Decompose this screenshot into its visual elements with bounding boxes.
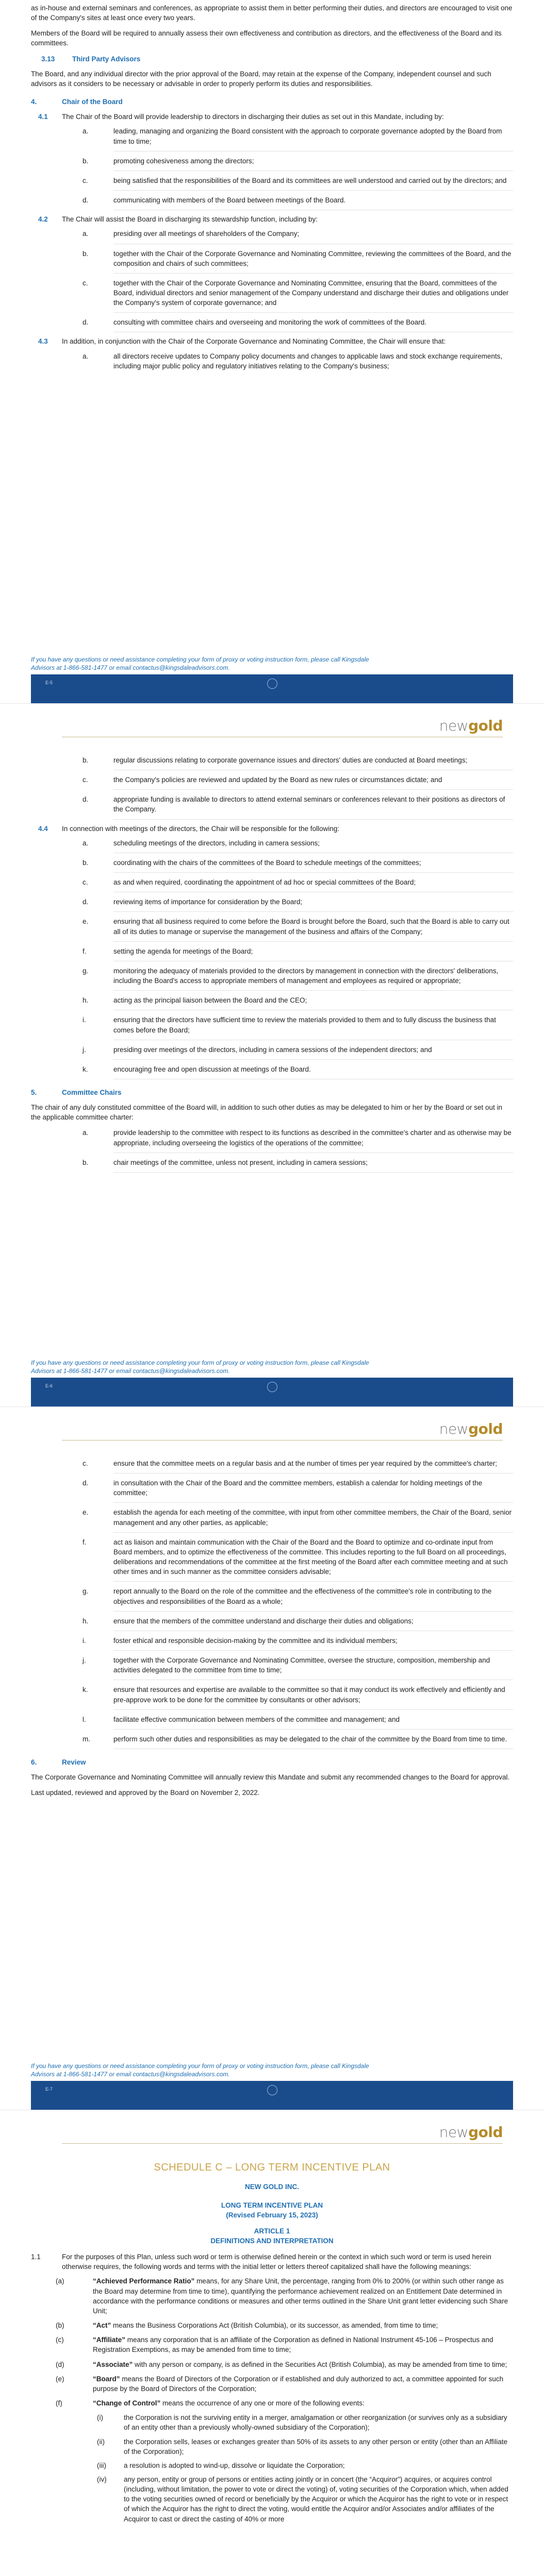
list-item-marker: k. (83, 1065, 88, 1073)
list-item-marker: (f) (56, 2399, 62, 2408)
section-title: Third Party Advisors (72, 55, 141, 63)
list-item-text: coordinating with the chairs of the committees of the Board to schedule meetings of the committees; (113, 858, 421, 867)
list-item-text: setting the agenda for meetings of the Board; (113, 947, 253, 955)
list-item-marker: a. (83, 1129, 89, 1137)
document-page-2 (0, 703, 544, 1406)
list-item-marker: (ii) (97, 2437, 105, 2446)
list-item-text: consulting with committee chairs and overseeing and monitoring the work of committees of the Board. (113, 318, 427, 327)
list-item-marker: c. (83, 878, 88, 887)
list-item-text: ensuring that the directors have sufficient time to review the materials provided to them and to fully discuss the business that comes before the Board; (113, 1016, 496, 1034)
list-item-text: monitoring the adequacy of materials provided to the directors by management in connection with the directors' deliberations, including the Board's access to appropriate members of management and employees as required or appropriate; (113, 967, 499, 985)
list-item-marker: (b) (56, 2321, 64, 2330)
list-item-marker: i. (83, 1636, 86, 1645)
list-item (31, 176, 513, 185)
article-subheading: DEFINITIONS AND INTERPRETATION (210, 2237, 334, 2245)
list-item-marker: (d) (56, 2360, 64, 2368)
list-item (31, 917, 513, 936)
list-item-text: provide leadership to the committee with respect to its functions as described in the committee's charter and as otherwise may be appropriate, including overseeing the logistics of the operations of the committee; (113, 1129, 512, 1147)
list-item-text: ensure that the members of the committee understand and discharge their duties and obligations; (113, 1617, 414, 1625)
list-item (31, 249, 513, 268)
item-divider (113, 1172, 513, 1173)
defined-term: “Achieved Performance Ratio” (93, 2277, 195, 2285)
item-divider (113, 312, 513, 313)
page-number: E-5 (45, 680, 53, 685)
list-item-marker: d. (83, 318, 89, 327)
list-item-text: leading, managing and organizing the Board consistent with the approach to corporate governance adopted by the Board from time to time; (113, 127, 502, 145)
clause-4-4 (31, 824, 513, 834)
definition-text: means the occurrence of any one or more of the following events: (160, 2399, 365, 2408)
list-item-text: establish the agenda for each meeting of the committee, with input from other committee members, the Chair of the Board, senior management and any other parties, as applicable; (113, 1509, 512, 1527)
list-item-marker: (e) (56, 2375, 64, 2383)
list-item-text: chair meetings of the committee, unless not present, including in camera sessions; (113, 1158, 368, 1166)
list-item-text: act as liaison and maintain communication with the Chair of the Board and the Board to optimize and co-ordinate input from Board members, and to optimize the effectiveness of the committee. This includes reporting to the full Board on all proceedings, deliberations and recommendations of the committee at the first meeting of the Board after each committee meeting and at such other times and in such manner as the committee considers advisable; (113, 1538, 508, 1576)
list-item-text: promoting cohesiveness among the directors; (113, 157, 254, 165)
list-item (31, 229, 513, 239)
list-item-text: together with the Chair of the Corporate Governance and Nominating Committee, reviewing the committees of the Board, and the composition and chairs of such committees; (113, 249, 512, 267)
list-item-marker: f. (83, 947, 87, 955)
item-divider (113, 789, 513, 790)
item-divider (113, 941, 513, 942)
list-item-marker: m. (83, 1735, 90, 1743)
list-item (31, 1655, 513, 1675)
list-item-marker: e. (83, 918, 89, 926)
list-item (31, 1685, 513, 1704)
list-item-marker: l. (83, 1715, 86, 1723)
clause-number: 4.1 (38, 113, 48, 121)
section-heading-5 (31, 1088, 513, 1097)
header-rule (62, 2143, 503, 2144)
document-page-1 (0, 0, 544, 703)
list-item (31, 2276, 513, 2316)
clause-4-3-list (31, 351, 513, 371)
paragraph: as in-house and external seminars and conferences, as appropriate to assist them in better performing their duties, and directors are encouraged to visit one of the Company's sites at least once every two years. (31, 4, 513, 22)
section-title: Chair of the Board (62, 98, 123, 106)
list-item-text: the Company's policies are reviewed and updated by the Board as new rules or circumstances dictate; and (113, 776, 442, 784)
defined-term: “Change of Control” (93, 2399, 161, 2408)
item-divider (113, 1581, 513, 1582)
page-footer (31, 2081, 513, 2110)
list-item (31, 2374, 513, 2394)
list-item-marker: b. (83, 756, 89, 764)
footer-circle-icon (267, 679, 277, 689)
list-item (31, 755, 513, 765)
page-header (0, 2121, 544, 2149)
defined-term: “Board” (93, 2375, 120, 2383)
section-number: 5. (31, 1088, 37, 1096)
list-item (31, 156, 513, 166)
paragraph: The Corporate Governance and Nominating Committee will annually review this Mandate and submit any recommended changes to the Board for approval. (31, 1773, 510, 1782)
list-item-text: a resolution is adopted to wind-up, dissolve or liquidate the Corporation; (124, 2461, 345, 2469)
item-divider (113, 819, 513, 820)
section-heading-6 (31, 1757, 513, 1767)
clause-text: The Chair of the Board will provide leadership to directors in discharging their duties as set out in this Mandate, including by: (62, 113, 444, 121)
section-heading-3-13 (31, 54, 513, 64)
list-item-text: scheduling meetings of the directors, including in camera sessions; (113, 839, 320, 847)
list-item (31, 126, 513, 146)
list-item (31, 1128, 513, 1147)
clause-4-2-list (31, 229, 513, 332)
page-4-content (31, 2157, 513, 2528)
list-item (31, 1636, 513, 1646)
paragraph: Last updated, reviewed and approved by the Board on November 2, 2022. (31, 1789, 260, 1797)
plan-title: LONG TERM INCENTIVE PLAN (221, 2201, 323, 2209)
list-item (31, 1478, 513, 1498)
list-item-marker: h. (83, 1617, 89, 1625)
list-item (31, 877, 513, 887)
list-item (31, 897, 513, 907)
list-item-marker: k. (83, 1686, 88, 1694)
new-gold-logo: newgold (434, 1419, 503, 1439)
list-item-text: appropriate funding is available to directors to attend external seminars or conferences relevant to their positions as directors of the Company. (113, 795, 505, 814)
item-divider (113, 1709, 513, 1710)
list-item (31, 1507, 513, 1527)
page-divider (0, 703, 544, 704)
plan-revision: (Revised February 15, 2023) (226, 2211, 318, 2219)
definition-text: means, for any Share Unit, the percentage, ranging from 0% to 200% (or within such other range as the Board may determine from time to time), quantifying the performance achievement realized on an Entitlement Date determined in accordance with the performance conditions or measures and other terms outlined in the Share Unit grant letter evidencing such Share Unit; (93, 2277, 508, 2315)
clause-4-1 (31, 112, 513, 122)
clause-number: 4.2 (38, 215, 48, 224)
article-heading: ARTICLE 1 (254, 2227, 290, 2235)
list-item-marker: c. (83, 279, 88, 287)
clause-text: In addition, in conjunction with the Chair of the Corporate Governance and Nominating Committee, the Chair will ensure that: (62, 337, 446, 346)
document-page-3 (0, 1406, 544, 2110)
list-item-marker: (iii) (97, 2461, 106, 2469)
page-divider (0, 1406, 544, 1407)
change-of-control-list (31, 2413, 513, 2524)
list-item-marker: a. (83, 127, 89, 135)
list-item-marker: c. (83, 776, 88, 784)
list-item-text: encouraging free and open discussion at meetings of the Board. (113, 1065, 311, 1073)
page-header (0, 1418, 544, 1446)
page-3-content (31, 1454, 513, 1803)
section-number: 4. (31, 98, 37, 106)
section-title: Committee Chairs (62, 1088, 122, 1096)
definition-text: means the Business Corporations Act (British Columbia), or its successor, as amended, from time to time; (111, 2321, 438, 2330)
footer-circle-icon (267, 1382, 277, 1392)
list-item-text (93, 2374, 513, 2394)
list-item-marker: f. (83, 1538, 87, 1546)
new-gold-logo: newgold (434, 716, 503, 736)
company-name: NEW GOLD INC. (245, 2183, 299, 2191)
clause-4-1-list (31, 126, 513, 210)
list-item (31, 1586, 513, 1606)
list-item-text: in consultation with the Chair of the Board and the committee members, establish a calendar for holding meetings of the committee; (113, 1479, 483, 1497)
list-item-marker: d. (83, 898, 89, 906)
list-item (31, 2437, 513, 2456)
list-item (31, 2413, 513, 2432)
item-divider (113, 990, 513, 991)
list-item (31, 317, 513, 327)
list-item-text: as and when required, coordinating the appointment of ad hoc or special committees of the Board; (113, 878, 416, 887)
section-title: Review (62, 1758, 86, 1766)
list-item-text (93, 2335, 513, 2354)
page-footer (31, 674, 513, 703)
list-item-text: perform such other duties and responsibilities as may be delegated to the chair of the committee by the Board from time to time. (113, 1735, 507, 1743)
list-item-text: being satisfied that the responsibilities of the Board and its committees are well understood and carried out by the directors; and (113, 176, 507, 184)
contact-note-line: Advisors at 1-866-581-1477 or email contactus@kingsdaleadvisors.com. (31, 1367, 230, 1375)
section-number: 3.13 (41, 55, 55, 63)
list-item-marker: b. (83, 157, 89, 165)
clause-text: For the purposes of this Plan, unless such word or term is otherwise defined herein or the context in which such word or term is used herein otherwise requires, the following words and terms with the initial letter or letters thereof capitalized shall have the following meanings: (62, 2253, 491, 2271)
list-item-text: acting as the principal liaison between the Board and the CEO; (113, 996, 307, 1005)
clause-number: 1.1 (31, 2253, 41, 2261)
list-item-marker: g. (83, 967, 89, 975)
definition-text: means any corporation that is an affiliate of the Corporation as defined in National Instrument 45-106 – Prospectus and Registration Exemptions, as may be amended from time to time; (93, 2336, 493, 2354)
list-item (31, 1064, 513, 1074)
list-item (31, 1158, 513, 1167)
item-divider (113, 1532, 513, 1533)
list-item-text: the Corporation sells, leases or exchanges greater than 50% of its assets to any other person or entity (other than an Affiliate of the Corporation); (124, 2437, 508, 2455)
section-5-list-cont (31, 1459, 513, 1749)
list-item (31, 1616, 513, 1626)
list-item-text: foster ethical and responsible decision-making by the committee and its individual members; (113, 1636, 398, 1645)
list-item (31, 858, 513, 868)
list-item (31, 2475, 513, 2524)
item-divider (113, 872, 513, 873)
list-item-text: ensure that resources and expertise are available to the committee so that it may conduct its work effectively and efficiently and pre-approve work to be done for the committee by consultants or other advisors; (113, 1686, 505, 1704)
list-item (31, 1459, 513, 1468)
contact-note-line: If you have any questions or need assistance completing your form of proxy or voting instruction form, please call Kingsdale (31, 1359, 369, 1366)
list-item (31, 2461, 513, 2470)
list-item-marker: d. (83, 795, 89, 804)
list-item (31, 351, 513, 371)
list-item (31, 946, 513, 956)
contact-note-line: Advisors at 1-866-581-1477 or email contactus@kingsdaleadvisors.com. (31, 2071, 230, 2078)
list-item-marker: b. (83, 249, 89, 258)
contact-note-line: If you have any questions or need assistance completing your form of proxy or voting instruction form, please call Kingsdale (31, 656, 369, 663)
list-item-marker: (c) (56, 2336, 64, 2344)
definition-text: with any person or company, is as defined in the Securities Act (British Columbia), as may be amended from time to time; (133, 2360, 507, 2368)
list-item-text: ensure that the committee meets on a regular basis and at the number of times per year required by the committee's charter; (113, 1460, 497, 1467)
item-divider (113, 1502, 513, 1503)
list-item-text: all directors receive updates to Company policy documents and changes to applicable laws and stock exchange requirements, including major public policy and regulatory initiatives relating to the Company's business; (113, 352, 503, 370)
contact-note (31, 2062, 513, 2078)
contact-note (31, 1359, 513, 1375)
clause-4-4-list (31, 838, 513, 1079)
contact-note-line: Advisors at 1-866-581-1477 or email contactus@kingsdaleadvisors.com. (31, 664, 230, 672)
document-page-4 (0, 2110, 544, 2576)
list-item-marker: a. (83, 352, 89, 360)
list-item (31, 2398, 513, 2408)
list-item-marker: a. (83, 839, 89, 847)
clause-text: The Chair will assist the Board in discharging its stewardship function, including by: (62, 215, 318, 224)
list-item (31, 794, 513, 814)
defined-term: “Associate” (93, 2360, 133, 2368)
list-item-text (93, 2360, 513, 2369)
schedule-title: SCHEDULE C – LONG TERM INCENTIVE PLAN (154, 2162, 390, 2173)
list-item-text: presiding over meetings of the directors, including in camera sessions of the independent directors; and (113, 1045, 432, 1054)
list-item-marker: b. (83, 858, 89, 867)
list-item-marker: b. (83, 1158, 89, 1166)
list-item-text: together with the Chair of the Corporate Governance and Nominating Committee, ensuring that the Board, committees of the Board, individual directors and senior management of the Company understand and discharge their duties and obligations under the Company's system of corporate governance; and (113, 279, 509, 307)
paragraph: Members of the Board will be required to annually assess their own effectiveness and contribution as directors, and the effectiveness of the Board and its committees. (31, 29, 502, 47)
list-item (31, 1537, 513, 1577)
list-item-marker: c. (83, 176, 88, 184)
list-item-text (93, 2398, 513, 2408)
list-item-text: ensuring that all business required to come before the Board is brought before the Board, such that the Board is able to carry out all of its duties to manage or supervise the management of the business and affairs of the Company; (113, 918, 509, 936)
clause-4-3-list-cont (31, 755, 513, 820)
page-number: E-6 (45, 1383, 53, 1388)
item-divider (113, 273, 513, 274)
list-item-text: presiding over all meetings of shareholders of the Company; (113, 230, 300, 238)
section-5-list (31, 1128, 513, 1172)
list-item (31, 775, 513, 785)
list-item-marker: d. (83, 196, 89, 205)
clause-1-1 (31, 2252, 513, 2272)
list-item-marker: d. (83, 1479, 89, 1487)
list-item-marker: c. (83, 1460, 88, 1467)
list-item-marker: (a) (56, 2277, 64, 2285)
list-item-text: regular discussions relating to corporate governance issues and directors' duties are conducted at Board meetings; (113, 756, 468, 764)
list-item-marker: j. (83, 1045, 86, 1054)
item-divider (113, 1059, 513, 1060)
item-divider (113, 1650, 513, 1651)
list-item-text: communicating with members of the Board between meetings of the Board. (113, 196, 346, 205)
list-item (31, 2360, 513, 2369)
footer-circle-icon (267, 2085, 277, 2095)
page-footer (31, 1378, 513, 1406)
page-number: E-7 (45, 2087, 53, 2092)
item-divider (113, 190, 513, 191)
contact-note-line: If you have any questions or need assistance completing your form of proxy or voting instruction form, please call Kingsdale (31, 2062, 369, 2070)
item-divider (113, 1611, 513, 1612)
list-item (31, 995, 513, 1005)
list-item (31, 2320, 513, 2330)
list-item-text: reviewing items of importance for consideration by the Board; (113, 898, 303, 906)
defined-term: “Affiliate” (93, 2336, 126, 2344)
page-1-content (31, 3, 513, 376)
definitions-list (31, 2276, 513, 2408)
clause-4-2 (31, 214, 513, 224)
item-divider (113, 1729, 513, 1730)
clause-number: 4.4 (38, 824, 48, 833)
list-item-marker: e. (83, 1509, 89, 1517)
list-item-text: facilitate effective communication between members of the committee and management; and (113, 1715, 400, 1723)
clause-text: In connection with meetings of the directors, the Chair will be responsible for the following: (62, 824, 340, 833)
list-item-marker: (i) (97, 2414, 103, 2422)
list-item-marker: j. (83, 1656, 86, 1665)
list-item (31, 278, 513, 308)
page-2-content (31, 751, 513, 1173)
list-item-marker: g. (83, 1587, 89, 1596)
list-item-marker: (iv) (97, 2475, 107, 2483)
defined-term: “Act” (93, 2321, 111, 2330)
clause-number: 4.3 (38, 337, 48, 346)
list-item-marker: h. (83, 996, 89, 1005)
page-header (0, 715, 544, 742)
clause-4-3 (31, 336, 513, 346)
new-gold-logo: newgold (434, 2122, 503, 2143)
section-number: 6. (31, 1758, 37, 1766)
list-item-text (93, 2276, 513, 2316)
list-item (31, 1015, 513, 1035)
section-heading-4 (31, 97, 513, 107)
paragraph: The Board, and any individual director with the prior approval of the Board, may retain at the expense of the Company, independent counsel and such advisors as it considers to be necessary or advisable in order to properly perform its duties and responsibilities. (31, 70, 491, 88)
list-item (31, 838, 513, 848)
definition-text: means the Board of Directors of the Corporation or if established and duly authorized to act, a committee appointed for such purpose by the Board of Directors of the Corporation; (93, 2375, 504, 2393)
list-item-marker: a. (83, 230, 89, 238)
list-item (31, 2335, 513, 2354)
list-item-text: together with the Corporate Governance and Nominating Committee, oversee the structure, composition, membership and activities delegated to the committee from time to time; (113, 1656, 490, 1674)
list-item (31, 966, 513, 986)
list-item-marker: i. (83, 1016, 86, 1024)
list-item (31, 1734, 513, 1744)
list-item-text: any person, entity or group of persons or entities acting jointly or in concert (the “Acquiror”) acquires, or acquires control (including, without limitation, the power to vote or direct the voting) of, voting securities of the Corporation which, when added to the voting securities owned of record or beneficially by the Acquiror or which the Acquiror has the right to vote or in respect of which the Acquiror has the right to direct the voting, would entitle the Acquiror and/or Associates and/or affiliates of the Acquiror to cast or direct the casting of 40% or more (124, 2475, 508, 2523)
contact-note (31, 655, 513, 672)
list-item-text (93, 2320, 513, 2330)
list-item (31, 1715, 513, 1724)
list-item-text: report annually to the Board on the role of the committee and the effectiveness of the committee's role in contributing to the objectives and responsibilities of the Board as a whole; (113, 1587, 492, 1605)
paragraph: The chair of any duly constituted committee of the Board will, in addition to such other duties as may be delegated to him or her by the Board or set out in the applicable committee charter: (31, 1104, 503, 1122)
list-item (31, 195, 513, 205)
item-divider (113, 911, 513, 912)
list-item-text: the Corporation is not the surviving entity in a merger, amalgamation or other reorganization (or survives only as a subsidiary of an entity other than a previously wholly-owned subsidiary of the Corporation); (124, 2414, 507, 2432)
list-item (31, 1045, 513, 1055)
